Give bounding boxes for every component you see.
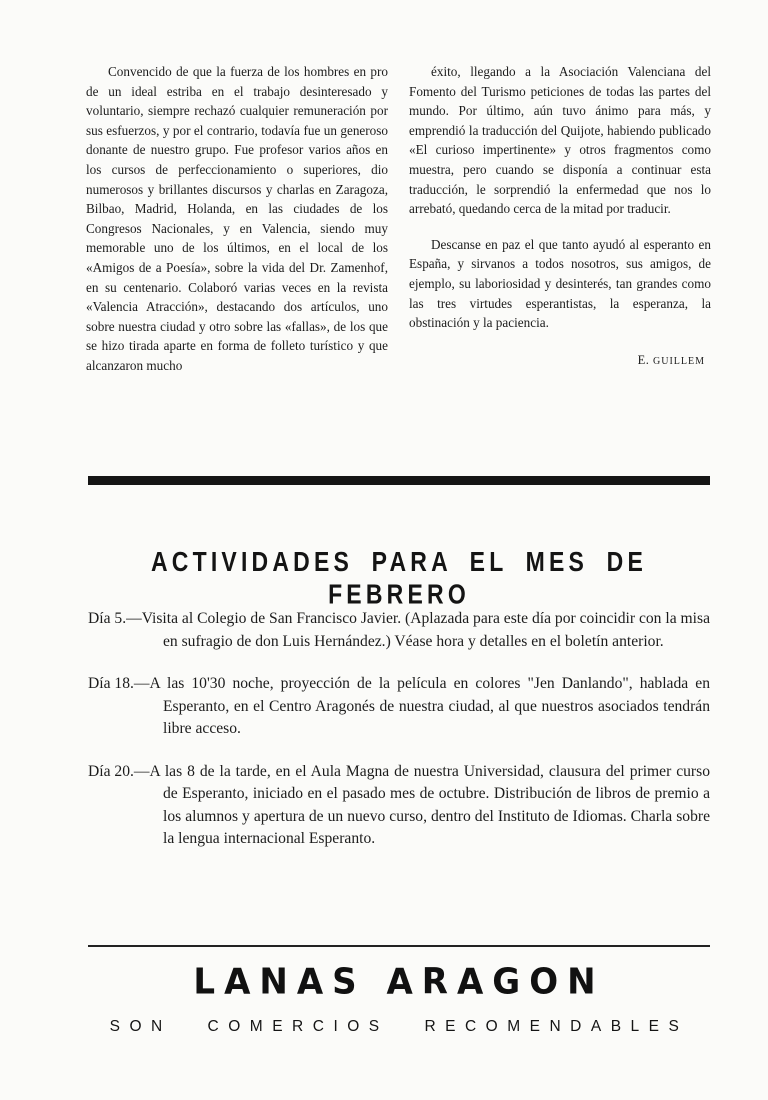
obituary-paragraph: Convencido de que la fuerza de los hombres en pro de un ideal estriba en el trabajo desinteresado y voluntario, siempre rechazó cualquier remuneración por sus esfuerzos, y por el contrario, todavía fue un generoso donante de nuestro grupo. Fue profesor varios años en los cursos de perfeccionamiento o superiores, dio numerosos y brillantes discursos y charlas en Zaragoza, Bilbao, Madrid, Holanda, en las ciudades de los Congresos Nacionales, y en Valencia, siendo muy memorable uno de los últimos, en el local de los «Amigos de a Poesía», sobre la vida del Dr. Zamenhof, en su centenario. Colaboró varias veces en la revista «Valencia Atracción», destacando dos artículos, uno sobre nuestra ciudad y otro sobre las «fallas», de los que se hizo tirada aparte en forma de folleto turístico y que alcanzaron mucho xyxy=(86,64,388,373)
signature-surname: GUILLEM xyxy=(653,355,705,367)
activity-text: A las 10'30 noche, proyección de la película en colores "Jen Danlando", hablada en Esperanto, en el Centro Aragonés de nuestra ciudad, al que nuestros asociados tendrán libre acceso. xyxy=(149,675,710,737)
obituary-section xyxy=(86,62,711,376)
obituary-paragraph: éxito, llegando a la Asociación Valenciana del Fomento del Turismo peticiones de todas las partes del mundo. Por último, aún tuvo ánimo para más, y emprendió la traducción del Quijote, habiendo publicado «El curioso impertinente» y otros fragmentos como muestra, pero cuando se disponía a continuar esta traducción, le sorprendió la enfermedad que nos lo arrebató, quedando cerca de la mitad por traducir. xyxy=(409,64,711,217)
obituary-closing-paragraph: Descanse en paz el que tanto ayudó al esperanto en España, y sirvanos a todos nosotros, sus amigos, de ejemplo, su laboriosidad y desinterés, tan grandes como las tres virtudes esperantistas, la esperanza, la obstinación y la paciencia. xyxy=(409,236,711,331)
advertiser-slogan: SON COMERCIOS RECOMENDABLES xyxy=(109,1018,689,1035)
activity-text: Visita al Colegio de San Francisco Javier. (Aplazada para este día por coincidir con la misa en sufragio de don Luis Hernández.) Véase hora y detalles en el boletín anterior. xyxy=(141,610,710,650)
section-divider xyxy=(88,476,710,485)
obituary-left-column xyxy=(86,62,388,376)
activity-item xyxy=(88,761,710,851)
activities-list xyxy=(88,608,710,851)
activity-day: Día 5.— xyxy=(88,610,142,627)
advertiser-brand: LANAS ARAGON xyxy=(193,961,605,1003)
activity-day: Día 18.— xyxy=(88,675,150,692)
activity-text: A las 8 de la tarde, en el Aula Magna de nuestra Universidad, clausura del primer curso de Esperanto, iniciado en el pasado mes de octubre. Distribución de libros de premio a los alumnos y apertura de un nuevo curso, dentro del Instituto de Idiomas. Charla sobre la lengua internacional Esperanto. xyxy=(149,762,710,847)
activities-title: ACTIVIDADES PARA EL MES DE FEBRERO xyxy=(150,546,648,610)
activity-item xyxy=(88,673,710,741)
ad-divider xyxy=(88,945,710,947)
activity-item xyxy=(88,608,710,653)
author-signature xyxy=(409,353,711,368)
signature-initial: E. xyxy=(637,352,650,367)
obituary-right-column xyxy=(409,62,711,376)
activity-day: Día 20.— xyxy=(88,762,150,780)
